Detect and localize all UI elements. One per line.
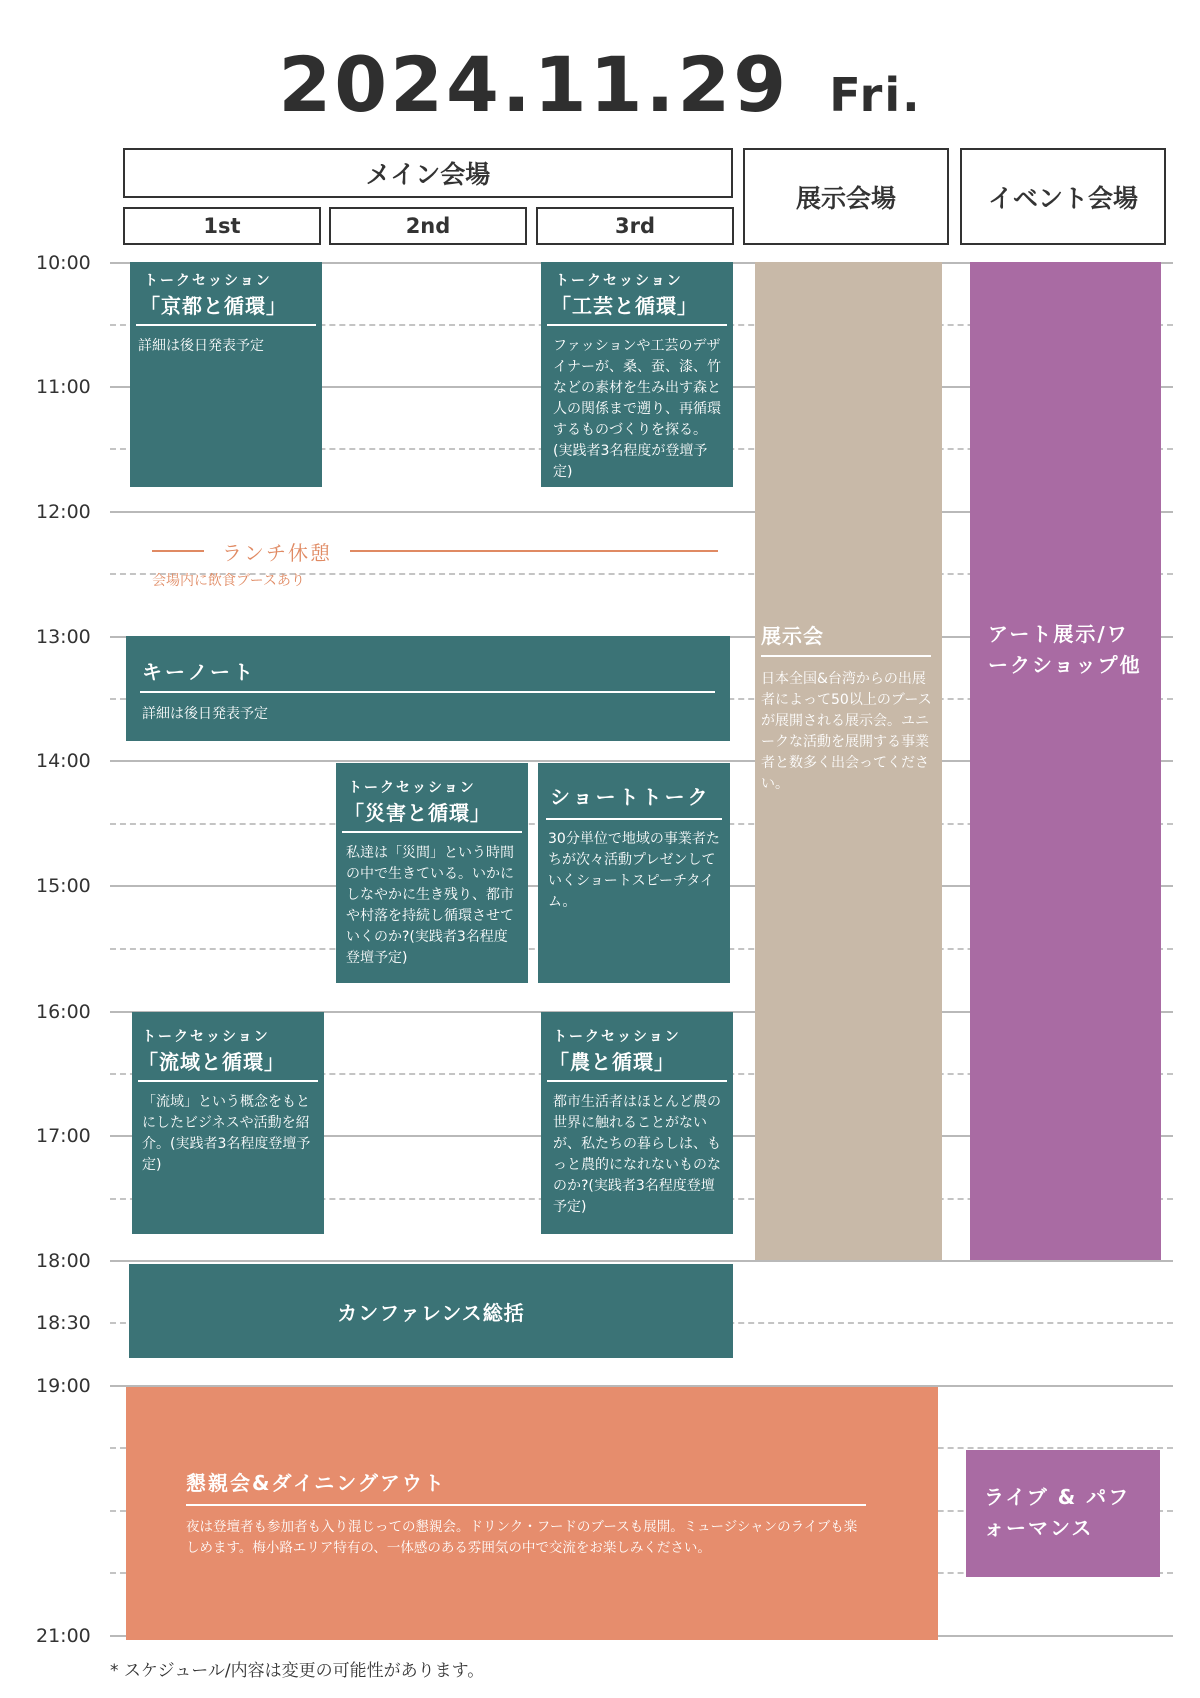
room-2nd-header: 2nd [329, 207, 527, 245]
lunch-note: 会場内に飲食ブースあり [152, 573, 305, 589]
talk-kyoto-caption: トークセッション [144, 273, 272, 289]
time-label: 19:00 [36, 1375, 91, 1397]
time-label: 10:00 [36, 252, 91, 274]
room-3rd-header: 3rd [536, 207, 734, 245]
footnote: * スケジュール/内容は変更の可能性があります。 [110, 1661, 485, 1681]
time-label: 18:00 [36, 1250, 91, 1272]
short-talk-title: ショートトーク [550, 785, 711, 809]
venue-main-header: メイン会場 [123, 148, 733, 198]
keynote-rule [140, 691, 715, 693]
talk-kogei-caption: トークセッション [555, 273, 683, 289]
talk-nou-title: 「農と循環」 [549, 1050, 675, 1074]
art-workshop-title: アート展示/ワークショップ他 [988, 622, 1142, 677]
time-label: 13:00 [36, 626, 91, 648]
short-talk-block [538, 763, 730, 983]
party-description: 夜は登壇者も参加者も入り混じっての懇親会。ドリンク・フードのブースも展開。ミュージシャンのライブも楽しめます。梅小路エリア特有の、一体感のある雰囲気の中で交流をお楽しみください。 [186, 1519, 858, 1556]
date-text: 2024.11.29 [278, 40, 790, 129]
party-block [126, 1387, 938, 1640]
talk-nou-rule [547, 1080, 727, 1082]
lunch-title: ランチ休憩 [222, 541, 332, 565]
room-1st-header: 1st [123, 207, 321, 245]
live-performance-block [966, 1450, 1160, 1577]
time-label: 12:00 [36, 501, 91, 523]
talk-ryuiki-title: 「流域と循環」 [138, 1050, 285, 1074]
talk-nou-caption: トークセッション [553, 1029, 681, 1045]
time-label: 11:00 [36, 376, 91, 398]
talk-kyoto-description: 詳細は後日発表予定 [138, 338, 264, 354]
talk-saigai-title: 「災害と循環」 [344, 801, 491, 825]
talk-kyoto-block [130, 262, 322, 487]
art-workshop-block [970, 262, 1161, 1260]
exhibition-rule [761, 655, 931, 657]
live-performance-title: ライブ & パフォーマンス [984, 1485, 1131, 1540]
time-label: 14:00 [36, 750, 91, 772]
talk-kogei-description: ファッションや工芸のデザイナーが、桑、蚕、漆、竹などの素材を生み出す森と人の関係まで遡り、再循環するものづくりを探る。(実践者3名程度が登壇予定) [553, 338, 721, 480]
talk-saigai-block [336, 763, 528, 983]
keynote-block [126, 636, 730, 741]
keynote-title: キーノート [142, 660, 256, 684]
talk-kogei-rule [547, 324, 727, 326]
talk-kogei-block [541, 262, 733, 487]
keynote-description: 詳細は後日発表予定 [142, 706, 268, 722]
talk-kogei-title: 「工芸と循環」 [551, 294, 698, 318]
short-talk-description: 30分単位で地域の事業者たちが次々活動プレゼンしていくショートスピーチタイム。 [548, 831, 720, 910]
party-title: 懇親会&ダイニングアウト [186, 1471, 446, 1495]
lunch-line-right [350, 550, 718, 552]
time-label: 15:00 [36, 875, 91, 897]
talk-saigai-caption: トークセッション [348, 780, 476, 796]
talk-ryuiki-description: 「流域」という概念をもとにしたビジネスや活動を紹介。(実践者3名程度登壇予定) [142, 1094, 311, 1173]
event-date [0, 40, 1200, 129]
talk-nou-description: 都市生活者はほとんど農の世界に触れることがないが、私たちの暮らしは、もっと農的になれないものなのか?(実践者3名程度登壇予定) [553, 1094, 721, 1215]
time-label: 18:30 [36, 1312, 91, 1334]
talk-kyoto-title: 「京都と循環」 [140, 294, 287, 318]
lunch-line-left [152, 550, 204, 552]
gridline-1800 [110, 1260, 1173, 1262]
talk-ryuiki-block [132, 1012, 324, 1234]
conference-summary-block [129, 1264, 733, 1358]
time-label: 16:00 [36, 1001, 91, 1023]
talk-saigai-description: 私達は「災間」という時間の中で生きている。いかにしなやかに生き残り、都市や村落を持続し循環させていくのか?(実践者3名程度登壇予定) [346, 845, 514, 966]
talk-saigai-rule [342, 831, 522, 833]
talk-kyoto-rule [136, 324, 316, 326]
exhibition-description: 日本全国&台湾からの出展者によって50以上のブースが展開される展示会。ユニークな活動を展開する事業者と数多く出会ってください。 [761, 671, 932, 792]
short-talk-rule [546, 818, 722, 820]
exhibition-block [755, 262, 942, 1260]
talk-nou-block [541, 1012, 733, 1234]
conference-summary-title: カンファレンス総括 [337, 1300, 525, 1325]
party-rule [186, 1504, 866, 1506]
venue-exhibit-header: 展示会場 [743, 148, 949, 245]
talk-ryuiki-rule [138, 1080, 318, 1082]
time-label: 21:00 [36, 1625, 91, 1647]
exhibition-title: 展示会 [761, 624, 824, 648]
weekday-text: Fri. [829, 68, 922, 122]
venue-event-header: イベント会場 [960, 148, 1166, 245]
time-label: 17:00 [36, 1125, 91, 1147]
talk-ryuiki-caption: トークセッション [142, 1029, 270, 1045]
